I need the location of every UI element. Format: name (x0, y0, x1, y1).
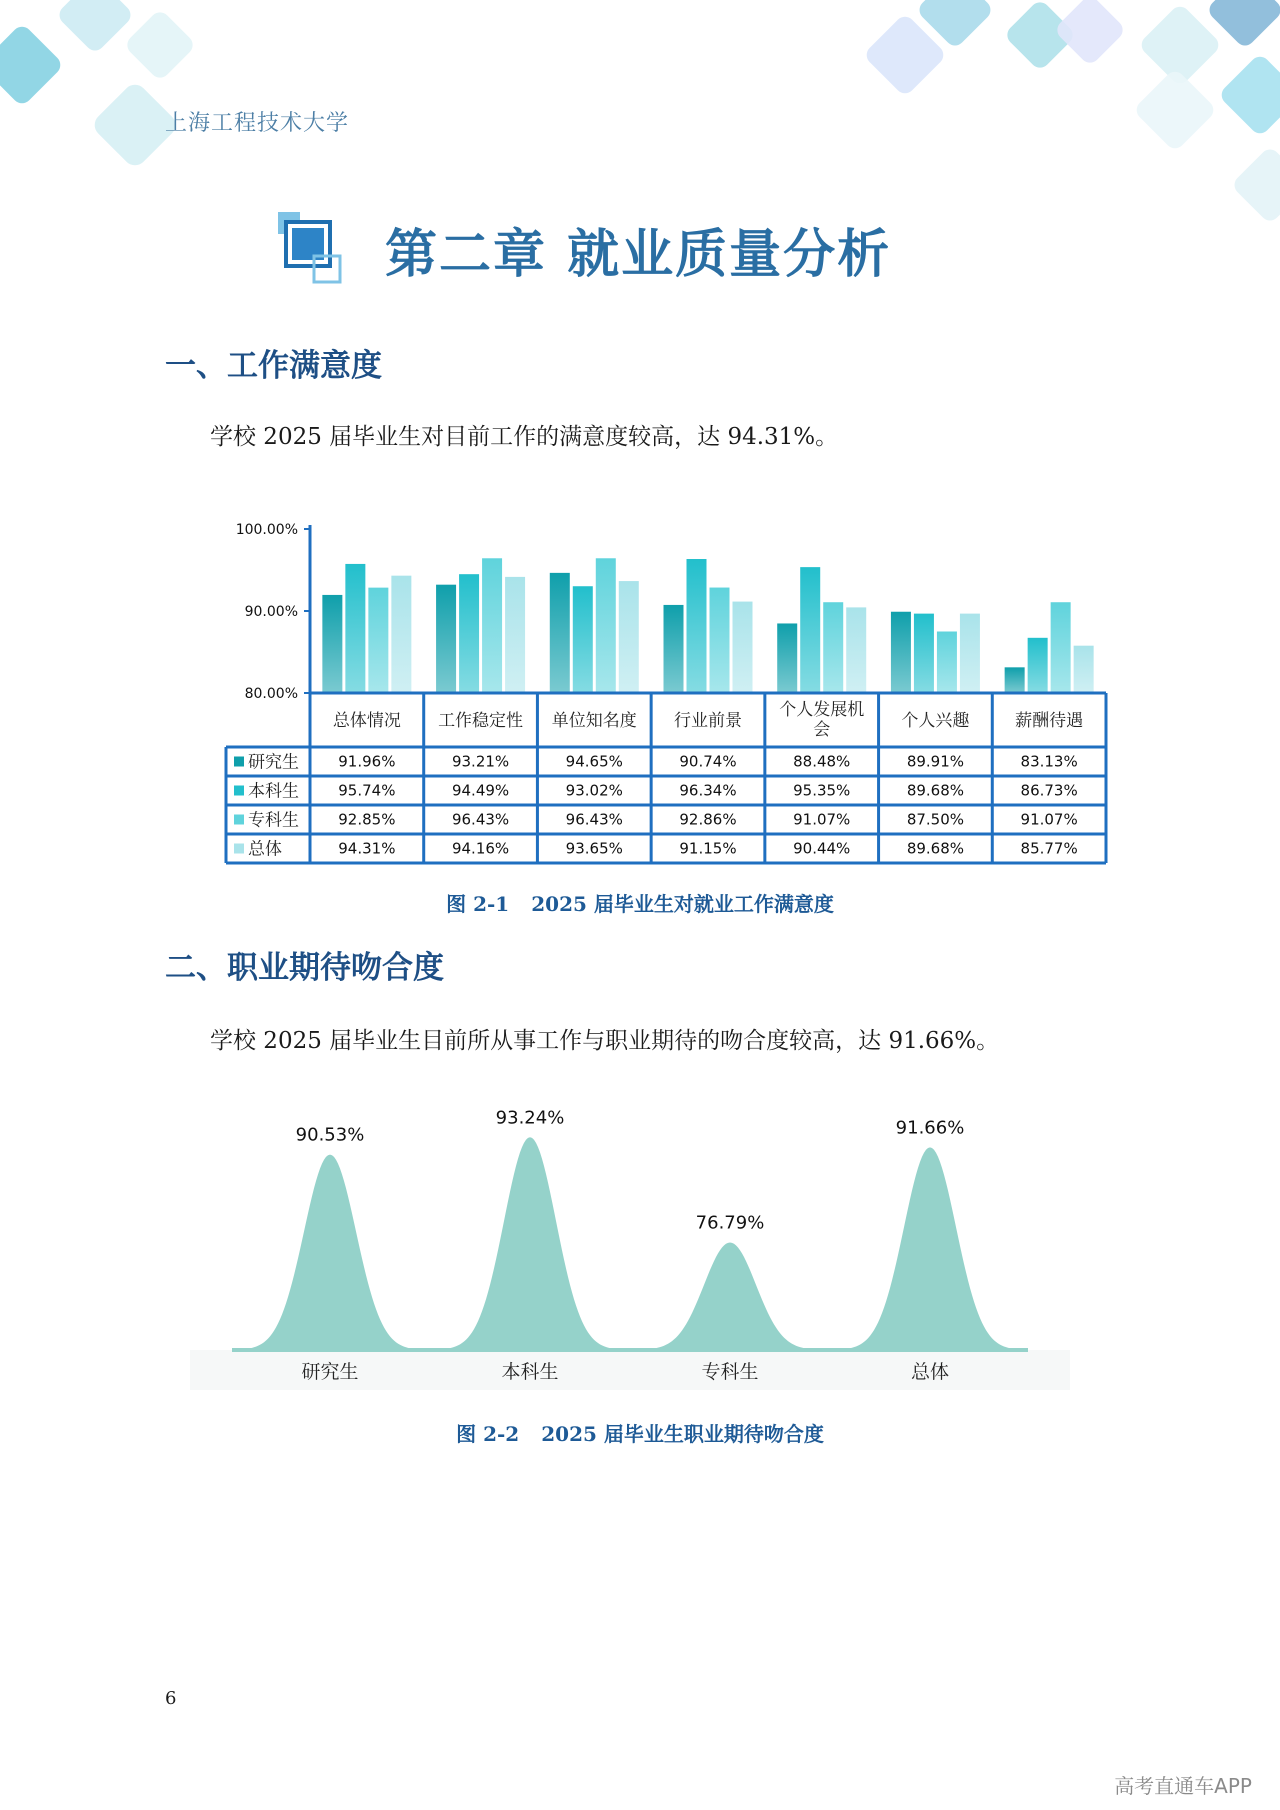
legend-swatch (234, 786, 244, 796)
bar (345, 564, 365, 693)
table-cell-value: 93.65% (565, 839, 623, 858)
expectation-paragraph: 学校 2025 届毕业生目前所从事工作与职业期待的吻合度较高，达 91.66%。 (210, 1028, 1000, 1054)
bar (687, 559, 707, 693)
table-cell-value: 94.16% (451, 839, 510, 858)
table-cell-value: 95.35% (793, 781, 851, 800)
bar (596, 558, 616, 693)
peak-value-label: 91.66% (895, 1117, 965, 1139)
table-cell-value: 91.07% (1020, 810, 1078, 829)
bar (322, 595, 342, 693)
bar (482, 558, 502, 693)
peak-category-label: 总体 (910, 1361, 950, 1383)
figure-2-1-number: 图 2-1 (446, 892, 510, 916)
legend-label: 专科生 (248, 810, 299, 831)
table-cell-value: 95.74% (338, 781, 396, 800)
bar (777, 623, 797, 693)
bar (619, 581, 639, 693)
bar (550, 573, 570, 693)
figure-2-2-title: 2025 届毕业生职业期待吻合度 (541, 1422, 824, 1446)
peak-value-label: 90.53% (295, 1124, 365, 1146)
bar (800, 567, 820, 693)
y-tick-label: 80.00% (244, 686, 298, 702)
figure-2-1-caption (0, 888, 1280, 917)
category-label: 总体情况 (332, 711, 401, 731)
section-title-satisfaction: 一、工作满意度 (165, 348, 382, 384)
bar (710, 588, 730, 693)
legend-swatch (234, 757, 244, 767)
table-cell-value: 91.96% (338, 752, 396, 771)
legend-swatch (234, 815, 244, 825)
chapter-title: 第二章 就业质量分析 (385, 224, 892, 285)
bar (733, 602, 753, 693)
legend-label: 总体 (248, 839, 282, 860)
category-label: 个人发展机会 (779, 700, 865, 740)
peak-value-label: 76.79% (695, 1212, 765, 1234)
bar (368, 588, 388, 693)
y-tick-label: 100.00% (235, 522, 298, 538)
bar (391, 576, 411, 693)
expectation-bell-chart (190, 1100, 1070, 1400)
page-number: 6 (165, 1688, 177, 1709)
chapter-square-icon (278, 212, 348, 288)
table-cell-value: 86.73% (1020, 781, 1078, 800)
bar (937, 632, 957, 694)
peak-area (238, 1155, 422, 1350)
bar (823, 602, 843, 693)
table-cell-value: 89.91% (906, 752, 965, 771)
peak-category-label: 研究生 (301, 1361, 359, 1383)
bar (459, 574, 479, 693)
table-cell-value: 94.31% (338, 839, 396, 858)
bar (1028, 638, 1048, 693)
bar (664, 605, 684, 693)
peak-value-label: 93.24% (495, 1107, 565, 1129)
table-cell-value: 90.44% (793, 839, 851, 858)
table-cell-value: 91.07% (793, 810, 851, 829)
legend-swatch (234, 844, 244, 854)
table-cell-value: 89.68% (906, 839, 965, 858)
table-cell-value: 87.50% (906, 810, 965, 829)
bar (436, 585, 456, 693)
table-cell-value: 89.68% (906, 781, 965, 800)
legend-label: 研究生 (248, 752, 299, 773)
bar (1051, 602, 1071, 693)
table-cell-value: 92.86% (679, 810, 737, 829)
bar (891, 612, 911, 693)
peak-category-label: 专科生 (701, 1361, 759, 1383)
bar (914, 614, 934, 693)
bar (960, 614, 980, 693)
bar (573, 586, 593, 693)
bar (1005, 667, 1025, 693)
figure-2-2-caption (0, 1418, 1280, 1447)
category-label: 行业前景 (674, 711, 742, 731)
table-cell-value: 93.02% (565, 781, 623, 800)
satisfaction-bar-chart (220, 515, 1120, 870)
peak-area (438, 1137, 622, 1349)
school-name: 上海工程技术大学 (165, 111, 350, 136)
satisfaction-paragraph: 学校 2025 届毕业生对目前工作的满意度较高，达 94.31%。 (210, 424, 839, 450)
table-cell-value: 96.34% (679, 781, 737, 800)
bar (846, 607, 866, 693)
category-label: 单位知名度 (551, 711, 637, 731)
table-cell-value: 92.85% (338, 810, 396, 829)
category-label: 薪酬待遇 (1015, 711, 1084, 731)
table-cell-value: 91.15% (679, 839, 737, 858)
bar (505, 577, 525, 693)
table-cell-value: 90.74% (679, 752, 737, 771)
table-cell-value: 83.13% (1020, 752, 1078, 771)
category-label: 工作稳定性 (438, 711, 524, 731)
table-cell-value: 93.21% (451, 752, 510, 771)
figure-2-2-number: 图 2-2 (456, 1422, 520, 1446)
y-tick-label: 90.00% (244, 604, 298, 620)
legend-label: 本科生 (248, 781, 299, 802)
table-cell-value: 88.48% (793, 752, 851, 771)
category-label: 个人兴趣 (901, 711, 970, 731)
table-cell-value: 94.49% (451, 781, 510, 800)
table-cell-value: 96.43% (565, 810, 623, 829)
peak-area (638, 1243, 822, 1350)
peak-category-label: 本科生 (501, 1361, 559, 1383)
peak-area (838, 1147, 1022, 1349)
table-cell-value: 85.77% (1020, 839, 1078, 858)
table-cell-value: 96.43% (451, 810, 510, 829)
bar (1074, 646, 1094, 693)
watermark: 高考直通车APP (1114, 1774, 1252, 1798)
section-title-expectation: 二、职业期待吻合度 (165, 950, 444, 986)
figure-2-1-title: 2025 届毕业生对就业工作满意度 (531, 892, 834, 916)
table-cell-value: 94.65% (565, 752, 623, 771)
